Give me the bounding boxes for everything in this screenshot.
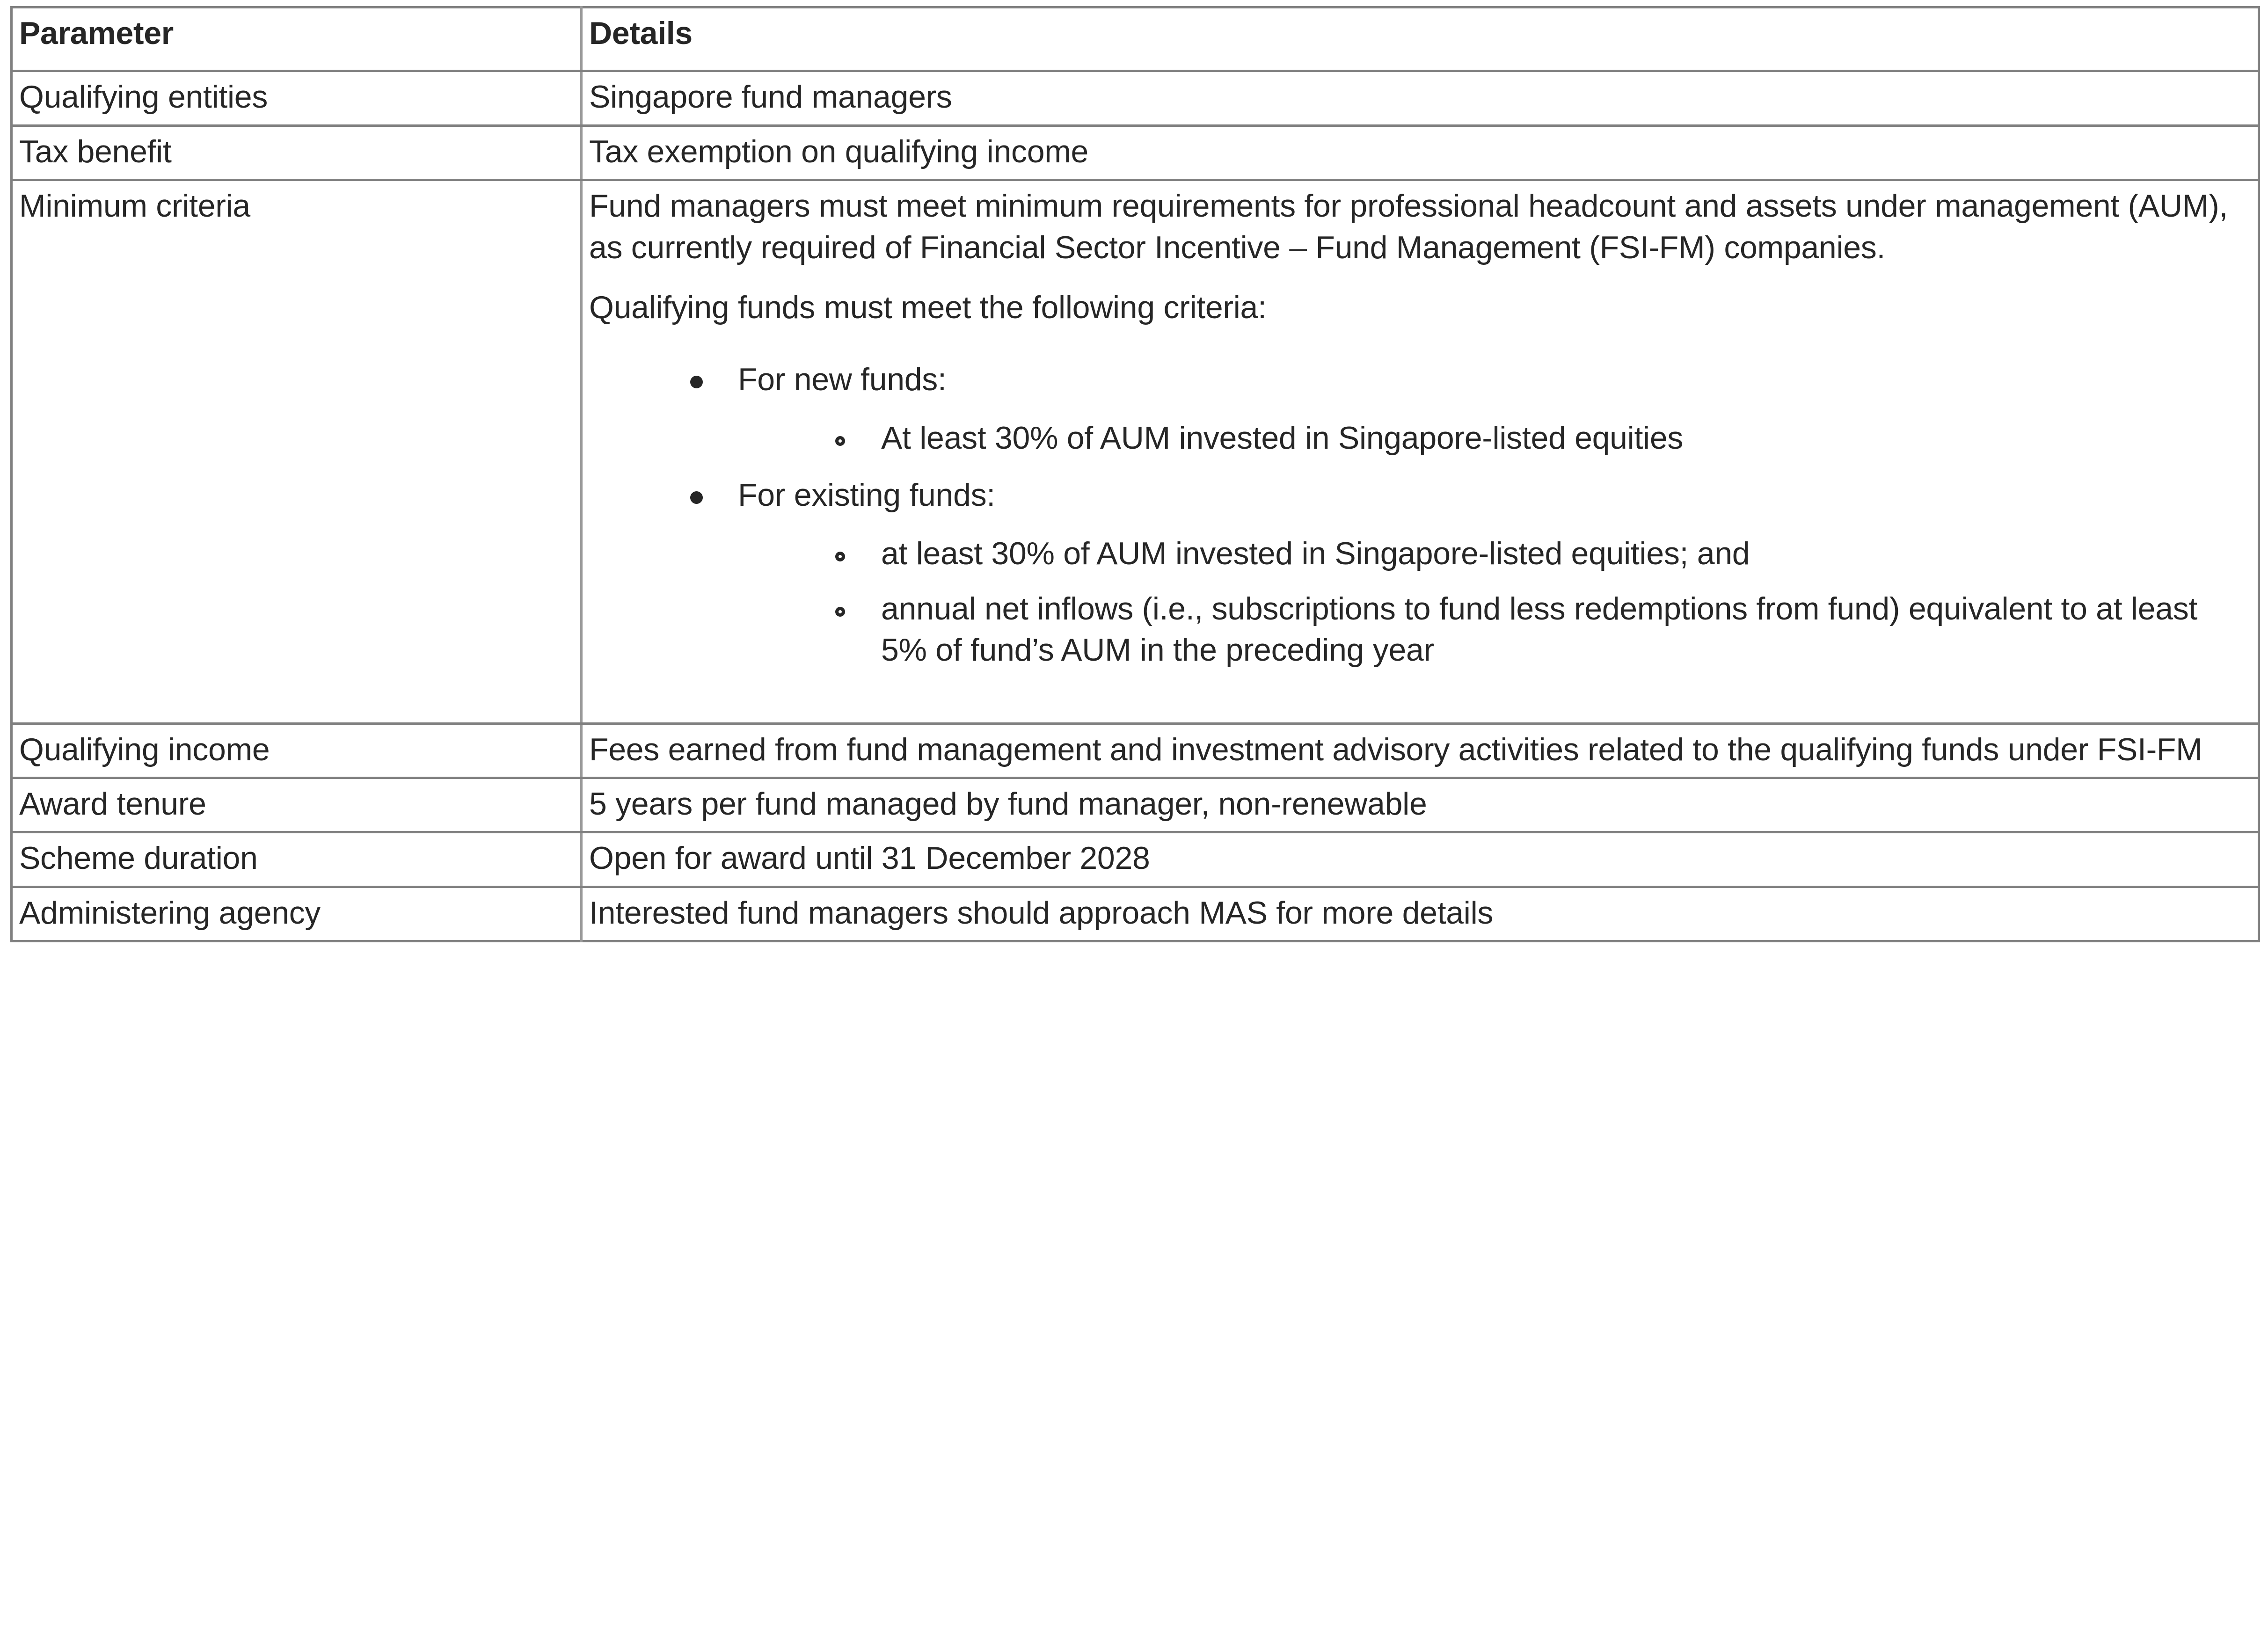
detail-paragraph: Fees earned from fund management and investment advisory activities related to the qualifying funds under FSI-FM [589,731,2202,767]
list-item [589,359,2251,459]
row-parameter-qualifying-entities [12,71,582,125]
list-item [738,588,2251,671]
row-detail-qualifying-entities [582,71,2259,125]
parameter-label: Administering agency [19,895,321,931]
sub-bullet-text: annual net inflows (i.e., subscriptions to fund less redemptions from fund) equivalent to at least 5% of fund’s AUM in the preceding year [881,590,2198,668]
detail-paragraph: 5 years per fund managed by fund manager, non-renewable [589,786,1427,822]
table-row [12,180,2259,724]
sub-bullet-text: At least 30% of AUM invested in Singapore-listed equities [881,420,1684,456]
detail-paragraph: Qualifying funds must meet the following criteria: [589,289,1267,325]
row-parameter-minimum-criteria [12,180,582,724]
parameter-label: Tax benefit [19,133,172,169]
table-row [12,125,2259,180]
detail-paragraph: Tax exemption on qualifying income [589,133,1089,169]
table-row [12,723,2259,778]
table-header-row [12,7,2259,71]
table-row [12,71,2259,125]
row-detail-administering-agency [582,887,2259,941]
circle-bullet-icon [835,552,845,561]
disc-bullet-icon [690,491,703,504]
table-row [12,887,2259,941]
bullet-label: For new funds: [738,362,947,398]
row-detail-scheme-duration [582,832,2259,887]
row-parameter-tax-benefit [12,125,582,180]
detail-paragraph: Interested fund managers should approach MAS for more details [589,895,1494,931]
parameter-label: Qualifying income [19,731,270,767]
row-detail-award-tenure [582,778,2259,832]
row-parameter-administering-agency [12,887,582,941]
column-header-parameter-label: Parameter [19,15,174,51]
parameter-label: Scheme duration [19,840,258,876]
row-detail-qualifying-income [582,723,2259,778]
detail-paragraph: Open for award until 31 December 2028 [589,840,1150,876]
table-row [12,778,2259,832]
table-row [12,832,2259,887]
sub-bullet-text: at least 30% of AUM invested in Singapore-listed equities; and [881,535,1750,571]
scheme-parameters-table [10,6,2260,942]
cell-bottom-spacer [589,671,2251,716]
detail-paragraph: Singapore fund managers [589,79,952,115]
column-header-details-label: Details [589,15,693,51]
row-detail-minimum-criteria [582,180,2259,724]
column-header-details [582,7,2259,71]
row-parameter-award-tenure [12,778,582,832]
parameter-label: Qualifying entities [19,79,268,115]
list-item [738,417,2251,459]
list-item [589,474,2251,671]
criteria-sub-bullet-list [738,533,2251,671]
parameter-label: Award tenure [19,786,206,822]
parameter-label: Minimum criteria [19,188,250,224]
list-item [738,533,2251,574]
detail-paragraph: Fund managers must meet minimum requirements for professional headcount and assets under management (AUM), as currently required of Financial Sector Incentive – Fund Management (FSI-FM) companies. [589,188,2228,265]
bullet-label: For existing funds: [738,477,995,513]
criteria-sub-bullet-list [738,417,2251,459]
row-parameter-qualifying-income [12,723,582,778]
row-detail-tax-benefit [582,125,2259,180]
circle-bullet-icon [835,436,845,446]
row-parameter-scheme-duration [12,832,582,887]
circle-bullet-icon [835,607,845,617]
criteria-bullet-list [589,359,2251,670]
disc-bullet-icon [690,376,703,388]
column-header-parameter [12,7,582,71]
